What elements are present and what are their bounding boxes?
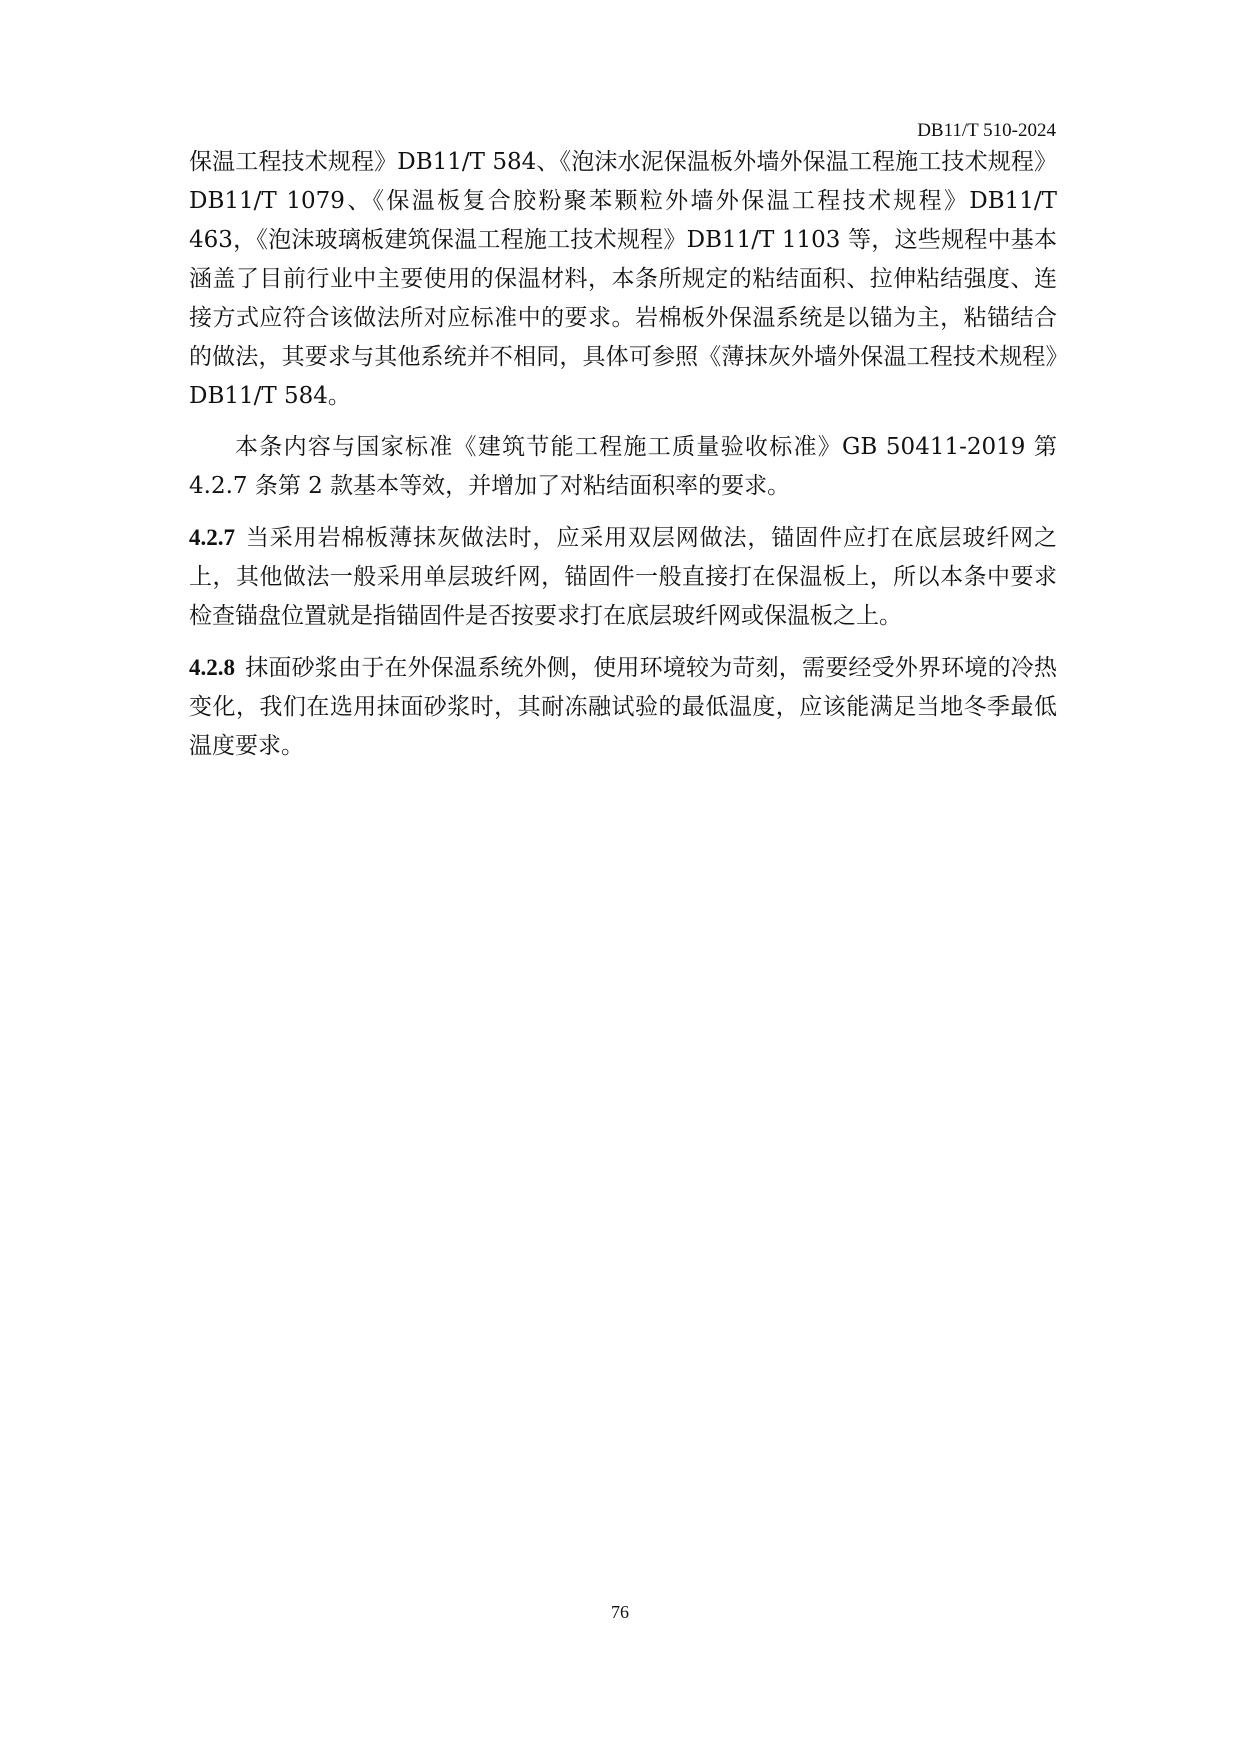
paragraph-national-standard-note: 本条内容与国家标准《建筑节能工程施工质量验收标准》GB 50411-2019 第 4.2.7 条第 2 款基本等效，并增加了对粘结面积率的要求。 (189, 434, 1057, 499)
document-code: DB11/T 510-2024 (917, 120, 1056, 141)
clause-text: 当采用岩棉板薄抹灰做法时，应采用双层网做法，锚固件应打在底层玻纤网之上，其他做法一般采用单层玻纤网，锚固件一般直接打在保温板上，所以本条中要求检查锚盘位置就是指锚固件是否按要求打在底层玻纤网或保温板之上。 (189, 525, 1057, 629)
page-number: 76 (611, 1602, 629, 1622)
clause-number: 4.2.8 (189, 655, 235, 680)
clause-number: 4.2.7 (189, 525, 235, 550)
paragraph-clause-4-2-8 (189, 648, 1057, 766)
paragraph-continuation: 保温工程技术规程》DB11/T 584、《泡沫水泥保温板外墙外保温工程施工技术规程》DB11/T 1079、《保温板复合胶粉聚苯颗粒外墙外保温工程技术规程》DB11/T 463，《泡沫玻璃板建筑保温工程施工技术规程》DB11/T 1103 等，这些规程中基本涵盖了目前行业中主要使用的保温材料，本条所规定的粘结面积、拉伸粘结强度、连接方式应符合该做法所对应标准中的要求。岩棉板外保温系统是以锚为主，粘锚结合的做法，其要求与其他系统并不相同，具体可参照《薄抹灰外墙外保温工程技术规程》DB11/T 584。 (189, 149, 1057, 409)
clause-text: 抹面砂浆由于在外保温系统外侧，使用环境较为苛刻，需要经受外界环境的冷热变化，我们在选用抹面砂浆时，其耐冻融试验的最低温度，应该能满足当地冬季最低温度要求。 (189, 655, 1057, 759)
body-text (189, 143, 1057, 778)
paragraph-clause-4-2-7 (189, 518, 1057, 636)
